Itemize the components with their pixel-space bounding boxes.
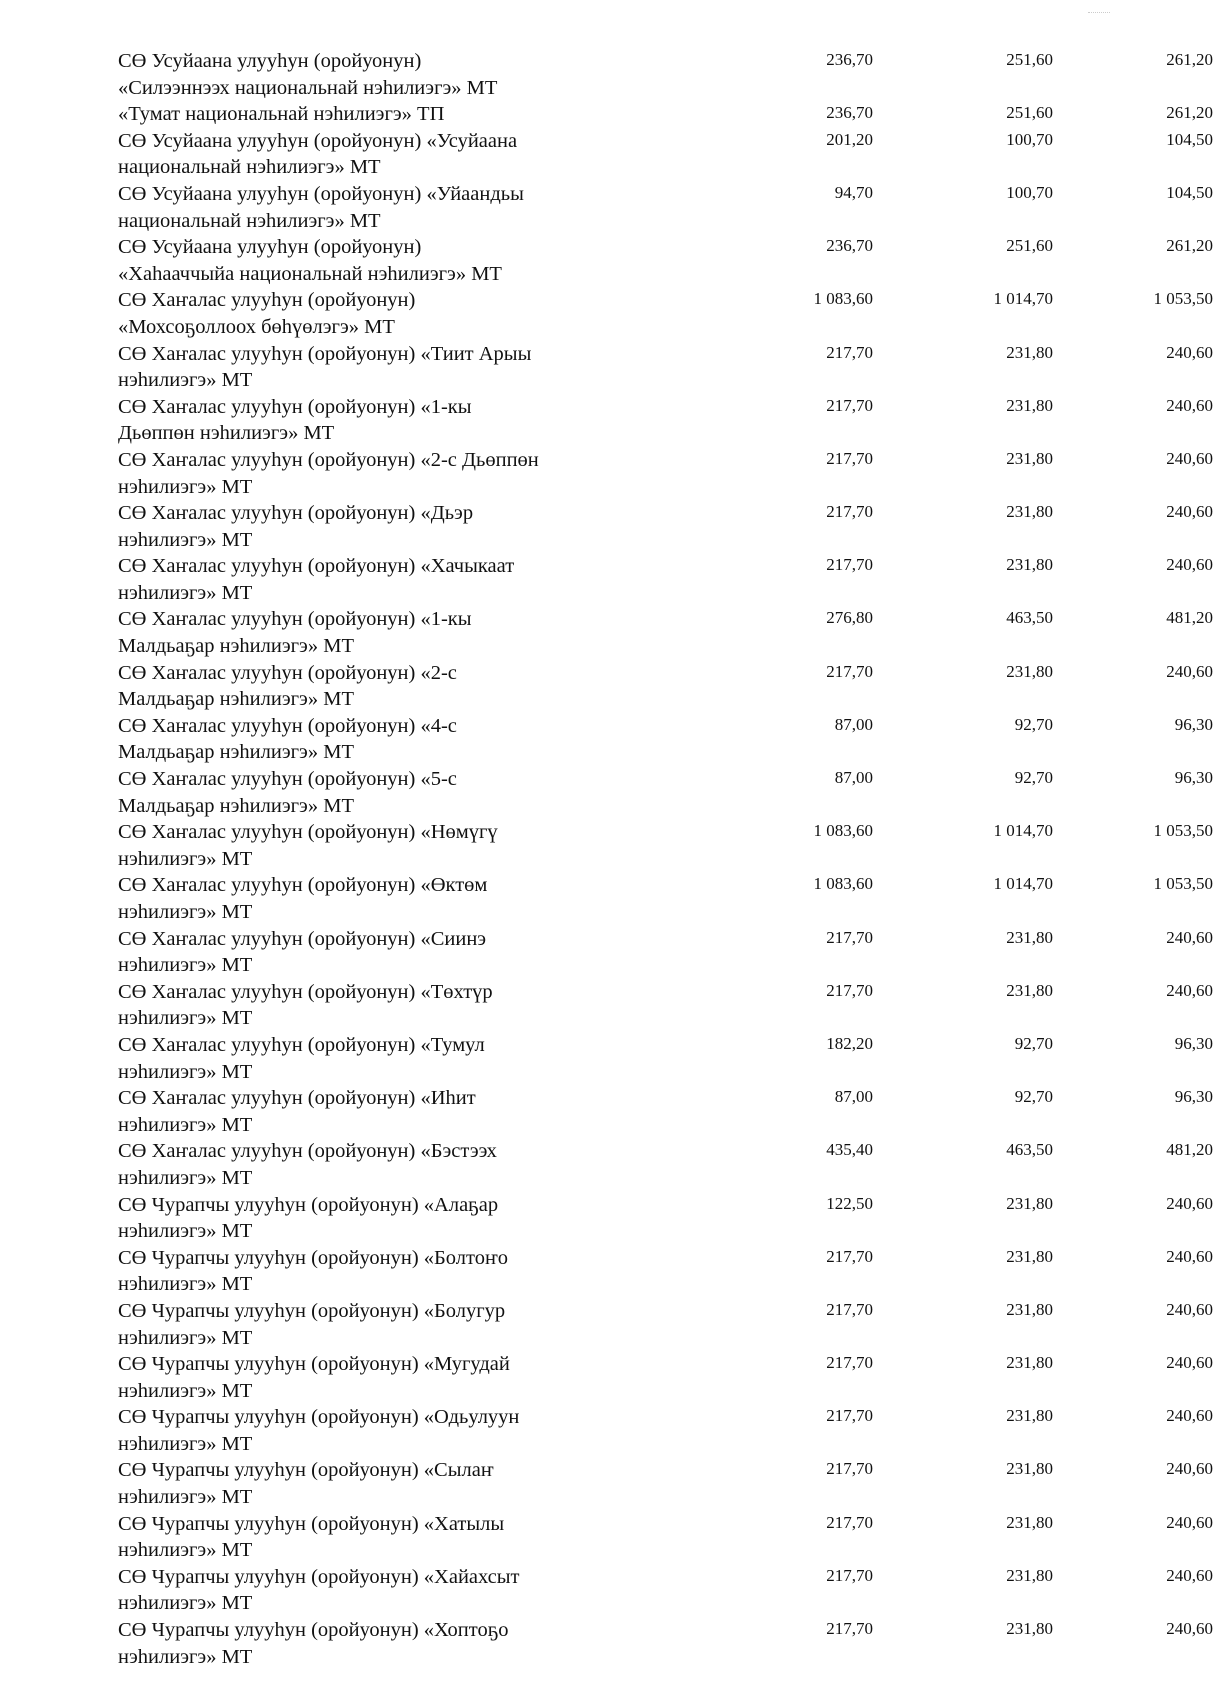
value-year-2: 1 014,70 (993, 821, 1053, 841)
value-year-1: 1 083,60 (813, 289, 873, 309)
value-year-2: 231,80 (1006, 1619, 1053, 1639)
value-year-2: 231,80 (1006, 395, 1053, 415)
value-year-3: 240,60 (1166, 1406, 1213, 1426)
municipality-name: СӨ Чурапчы улууһун (оройуонун) «Хайахсыт нэһилиэгэ» МТ (118, 1565, 520, 1615)
value-year-3: 104,50 (1166, 182, 1213, 202)
value-year-1: 1 083,60 (813, 874, 873, 894)
value-year-2: 231,80 (1006, 980, 1053, 1000)
table-row (118, 1298, 1213, 1351)
table-row (118, 1085, 1213, 1138)
value-year-2: 231,80 (1006, 1353, 1053, 1373)
value-year-3: 240,60 (1166, 1299, 1213, 1319)
table-row (118, 234, 1213, 287)
value-year-2: 463,50 (1006, 1140, 1053, 1160)
value-year-1: 217,70 (826, 502, 873, 522)
value-year-2: 231,80 (1006, 927, 1053, 947)
municipality-name: СӨ Хаҥалас улууһун (оройуонун) «Өктөм нэһилиэгэ» МТ (118, 874, 488, 923)
municipality-name: СӨ Чурапчы улууһун (оройуонун) «Мугудай нэһилиэгэ» МТ (118, 1353, 510, 1402)
value-year-2: 1 014,70 (993, 874, 1053, 894)
table-row (118, 1245, 1213, 1298)
table-row (118, 447, 1213, 500)
value-year-3: 240,60 (1166, 395, 1213, 415)
table-row (118, 553, 1213, 606)
value-year-3: 240,60 (1166, 1459, 1213, 1479)
table-row (118, 1564, 1213, 1617)
value-year-1: 87,00 (834, 1087, 873, 1107)
table-row (118, 979, 1213, 1032)
value-year-1: 236,70 (826, 50, 873, 69)
value-year-2: 251,60 (1006, 236, 1053, 256)
municipality-name: СӨ Усуйаана улууһун (оройуонун) «Хаһааччыйа национальнай нэһилиэгэ» МТ (118, 236, 502, 285)
value-year-3: 240,60 (1166, 502, 1213, 522)
value-year-2: 231,80 (1006, 1512, 1053, 1532)
table-row (118, 181, 1213, 234)
table-row (118, 128, 1213, 181)
value-year-1: 217,70 (826, 1246, 873, 1266)
value-year-3: 481,20 (1166, 1140, 1213, 1160)
value-year-2: 1 014,70 (993, 289, 1053, 309)
value-year-3: 240,60 (1166, 1246, 1213, 1266)
table-row (118, 1457, 1213, 1510)
table-row (118, 819, 1213, 872)
table-row (118, 287, 1213, 340)
table-row (118, 1511, 1213, 1564)
value-year-3: 240,60 (1166, 980, 1213, 1000)
municipality-name: СӨ Чурапчы улууһун (оройуонун) «Одьулуун нэһилиэгэ» МТ (118, 1406, 520, 1455)
municipality-name: СӨ Хаҥалас улууһун (оройуонун) «Тиит Арыы нэһилиэгэ» МТ (118, 342, 532, 392)
value-year-1: 217,70 (826, 1406, 873, 1426)
municipality-name: СӨ Усуйаана улууһун (оройуонун) «Усуйаана национальнай нэһилиэгэ» МТ (118, 129, 518, 179)
value-year-1: 236,70 (826, 103, 873, 123)
value-year-2: 231,80 (1006, 1406, 1053, 1426)
value-year-1: 217,70 (826, 927, 873, 947)
table-row (118, 1617, 1213, 1670)
value-year-3: 481,20 (1166, 608, 1213, 628)
value-year-2: 463,50 (1006, 608, 1053, 628)
table-row (118, 713, 1213, 766)
value-year-1: 217,70 (826, 1459, 873, 1479)
municipality-name: СӨ Хаҥалас улууһун (оройуонун) «1-кы Дьөппөн нэһилиэгэ» МТ (118, 395, 472, 445)
municipality-name: СӨ Хаҥалас улууһун (оройуонун) «Бэстээх нэһилиэгэ» МТ (118, 1140, 497, 1189)
value-year-3: 240,60 (1166, 555, 1213, 575)
value-year-3: 240,60 (1166, 661, 1213, 681)
value-year-1: 87,00 (834, 714, 873, 734)
municipality-name: СӨ Чурапчы улууһун (оройуонун) «Болугур нэһилиэгэ» МТ (118, 1299, 506, 1349)
value-year-2: 231,80 (1006, 1246, 1053, 1266)
municipality-name: СӨ Чурапчы улууһун (оройуонун) «Хоптоҕо нэһилиэгэ» МТ (118, 1619, 509, 1668)
scan-mark (1088, 12, 1110, 15)
table-row (118, 1351, 1213, 1404)
value-year-1: 217,70 (826, 342, 873, 362)
table-row (118, 660, 1213, 713)
value-year-3: 1 053,50 (1153, 289, 1213, 309)
table-row (118, 1404, 1213, 1457)
value-year-1: 217,70 (826, 1565, 873, 1585)
value-year-3: 240,60 (1166, 927, 1213, 947)
table-row (118, 1138, 1213, 1191)
value-year-1: 217,70 (826, 661, 873, 681)
municipality-name: СӨ Хаҥалас улууһун (оройуонун) «2-с Дьөппөн нэһилиэгэ» МТ (118, 448, 539, 498)
table-row (118, 1192, 1213, 1245)
value-year-3: 1 053,50 (1153, 874, 1213, 894)
municipality-name: СӨ Хаҥалас улууһун (оройуонун) «Төхтүр нэһилиэгэ» МТ (118, 980, 493, 1030)
value-year-2: 100,70 (1006, 129, 1053, 149)
value-year-2: 231,80 (1006, 1299, 1053, 1319)
municipality-name: СӨ Хаҥалас улууһун (оройуонун) «4-с Малдьаҕар нэһилиэгэ» МТ (118, 714, 457, 764)
value-year-1: 217,70 (826, 1299, 873, 1319)
value-year-2: 231,80 (1006, 1193, 1053, 1213)
value-year-1: 236,70 (826, 236, 873, 256)
value-year-2: 92,70 (1014, 768, 1053, 788)
municipality-name: СӨ Хаҥалас улууһун (оройуонун) «5-с Малдьаҕар нэһилиэгэ» МТ (118, 768, 457, 817)
municipality-name: СӨ Чурапчы улууһун (оройуонун) «Сылаҥ нэһилиэгэ» МТ (118, 1459, 494, 1509)
table-row (118, 1032, 1213, 1085)
municipality-name: СӨ Чурапчы улууһун (оройуонун) «Болтоҥо нэһилиэгэ» МТ (118, 1246, 508, 1296)
municipality-name: СӨ Хаҥалас улууһун (оройуонун) «Мохсоҕоллоох бөһүөлэгэ» МТ (118, 289, 416, 338)
value-year-1: 435,40 (826, 1140, 873, 1160)
value-year-1: 94,70 (834, 182, 873, 202)
value-year-2: 100,70 (1006, 182, 1053, 202)
value-year-1: 217,70 (826, 1353, 873, 1373)
value-year-3: 240,60 (1166, 1512, 1213, 1532)
municipality-name: СӨ Усуйаана улууһун (оройуонун) «Уйаандьы национальнай нэһилиэгэ» МТ (118, 182, 524, 232)
allocation-table (118, 48, 1213, 1670)
value-year-3: 240,60 (1166, 448, 1213, 468)
value-year-1: 217,70 (826, 980, 873, 1000)
value-year-3: 240,60 (1166, 1193, 1213, 1213)
value-year-3: 240,60 (1166, 1353, 1213, 1373)
value-year-2: 231,80 (1006, 448, 1053, 468)
table-row (118, 101, 1213, 128)
value-year-3: 261,20 (1166, 236, 1213, 256)
table-row (118, 500, 1213, 553)
value-year-2: 231,80 (1006, 342, 1053, 362)
value-year-2: 231,80 (1006, 555, 1053, 575)
value-year-3: 240,60 (1166, 1619, 1213, 1639)
municipality-name: СӨ Хаҥалас улууһун (оройуонун) «Хачыкаат нэһилиэгэ» МТ (118, 555, 515, 604)
municipality-name: СӨ Хаҥалас улууһун (оройуонун) «Нөмүгү нэһилиэгэ» МТ (118, 821, 498, 870)
table-row (118, 926, 1213, 979)
municipality-name: СӨ Чурапчы улууһун (оройуонун) «Алаҕар нэһилиэгэ» МТ (118, 1193, 499, 1243)
value-year-3: 1 053,50 (1153, 821, 1213, 841)
table-row (118, 872, 1213, 925)
municipality-name: СӨ Хаҥалас улууһун (оройуонун) «2-с Малдьаҕар нэһилиэгэ» МТ (118, 661, 457, 711)
value-year-1: 87,00 (834, 768, 873, 788)
value-year-3: 104,50 (1166, 129, 1213, 149)
table-row (118, 48, 1213, 101)
table-row (118, 606, 1213, 659)
table-row (118, 394, 1213, 447)
municipality-name: СӨ Хаҥалас улууһун (оройуонун) «Сиинэ нэһилиэгэ» МТ (118, 927, 487, 977)
value-year-2: 231,80 (1006, 502, 1053, 522)
value-year-3: 96,30 (1174, 1087, 1213, 1107)
municipality-name: СӨ Хаҥалас улууһун (оройуонун) «1-кы Малдьаҕар нэһилиэгэ» МТ (118, 608, 472, 658)
value-year-1: 182,20 (826, 1033, 873, 1053)
municipality-name: СӨ Усуйаана улууһун (оройуонун) «Силээннээх национальнай нэһилиэгэ» МТ (118, 50, 498, 99)
value-year-1: 217,70 (826, 1512, 873, 1532)
value-year-2: 92,70 (1014, 714, 1053, 734)
value-year-1: 276,80 (826, 608, 873, 628)
value-year-1: 1 083,60 (813, 821, 873, 841)
municipality-name: СӨ Хаҥалас улууһун (оройуонун) «Тумул нэһилиэгэ» МТ (118, 1033, 485, 1083)
value-year-1: 217,70 (826, 395, 873, 415)
value-year-3: 261,20 (1166, 103, 1213, 123)
value-year-2: 231,80 (1006, 661, 1053, 681)
value-year-3: 240,60 (1166, 342, 1213, 362)
value-year-1: 217,70 (826, 555, 873, 575)
value-year-1: 122,50 (826, 1193, 873, 1213)
value-year-3: 96,30 (1174, 714, 1213, 734)
value-year-3: 96,30 (1174, 768, 1213, 788)
value-year-2: 251,60 (1006, 103, 1053, 123)
municipality-name: СӨ Хаҥалас улууһун (оройуонун) «Дьэр нэһилиэгэ» МТ (118, 502, 474, 551)
value-year-1: 201,20 (826, 129, 873, 149)
table-row (118, 766, 1213, 819)
value-year-3: 240,60 (1166, 1565, 1213, 1585)
table-row (118, 341, 1213, 394)
value-year-1: 217,70 (826, 448, 873, 468)
value-year-3: 96,30 (1174, 1033, 1213, 1053)
value-year-2: 92,70 (1014, 1033, 1053, 1053)
municipality-name: «Тумат национальнай нэһилиэгэ» ТП (118, 103, 445, 126)
value-year-2: 92,70 (1014, 1087, 1053, 1107)
municipality-name: СӨ Чурапчы улууһун (оройуонун) «Хатылы нэһилиэгэ» МТ (118, 1512, 505, 1562)
value-year-2: 231,80 (1006, 1565, 1053, 1585)
value-year-2: 251,60 (1006, 50, 1053, 69)
municipality-name: СӨ Хаҥалас улууһун (оройуонун) «Иһит нэһилиэгэ» МТ (118, 1087, 476, 1136)
value-year-1: 217,70 (826, 1619, 873, 1639)
value-year-3: 261,20 (1166, 50, 1213, 69)
value-year-2: 231,80 (1006, 1459, 1053, 1479)
